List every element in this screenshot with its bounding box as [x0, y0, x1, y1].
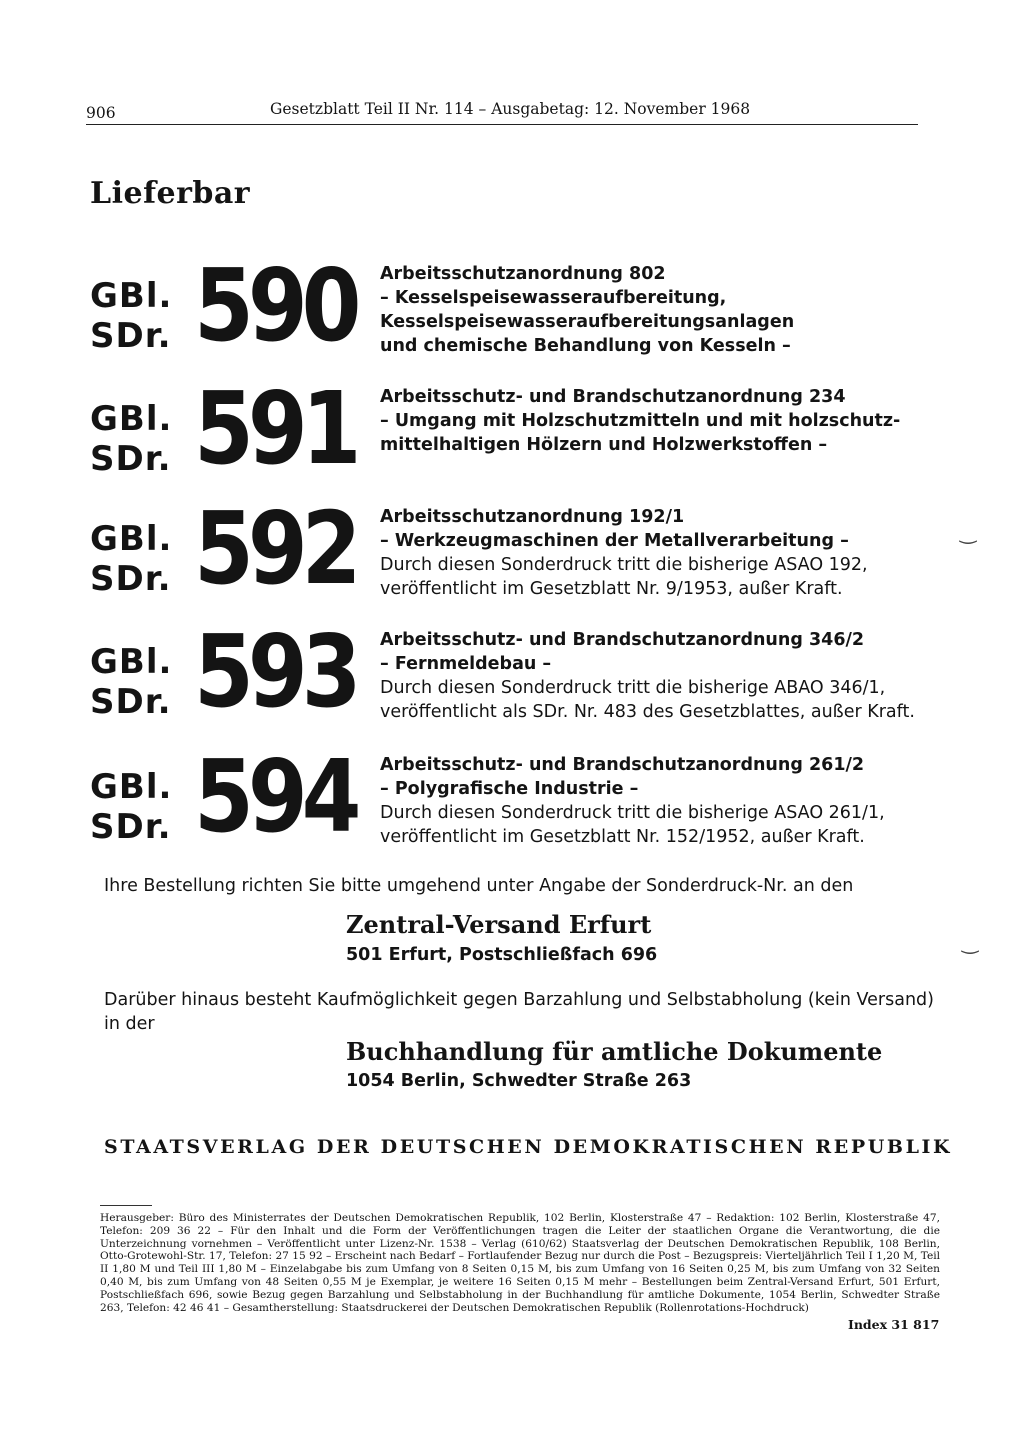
entry-label: [90, 399, 190, 479]
desc-line: – Fernmeldebau –: [380, 654, 552, 674]
desc-line: Arbeitsschutzanordnung 192/1: [380, 507, 685, 527]
desc-line: – Umgang mit Holzschutzmitteln und mit holzschutz-: [380, 411, 901, 431]
desc-note: Durch diesen Sonderdruck tritt die bisherige ASAO 192,: [380, 555, 868, 575]
desc-line: Arbeitsschutz- und Brandschutzanordnung 346/2: [380, 630, 865, 650]
desc-note: veröffentlicht im Gesetzblatt Nr. 152/1952, außer Kraft.: [380, 827, 865, 847]
desc-note: veröffentlicht im Gesetzblatt Nr. 9/1953, außer Kraft.: [380, 579, 843, 599]
zentral-versand-address: 501 Erfurt, Postschließfach 696: [346, 945, 658, 965]
entry-592: [90, 490, 950, 615]
entry-number: 594: [194, 738, 356, 855]
label-gbl: GBl.: [90, 642, 173, 682]
label-sdr: SDr.: [90, 316, 172, 356]
desc-note: Durch diesen Sonderdruck tritt die bisherige ABAO 346/1,: [380, 678, 886, 698]
label-gbl: GBl.: [90, 276, 173, 316]
label-gbl: GBl.: [90, 519, 173, 559]
desc-line: Arbeitsschutz- und Brandschutzanordnung 261/2: [380, 755, 865, 775]
bookshop-name: Buchhandlung für amtliche Dokumente: [346, 1037, 883, 1066]
entry-591: [90, 370, 950, 495]
desc-note: Durch diesen Sonderdruck tritt die bisherige ASAO 261/1,: [380, 803, 885, 823]
page-heading: Lieferbar: [90, 176, 251, 211]
desc-line: Arbeitsschutz- und Brandschutzanordnung 234: [380, 387, 846, 407]
entry-593: [90, 613, 950, 738]
purchase-info: Darüber hinaus besteht Kaufmöglichkeit gegen Barzahlung und Selbstabholung (kein Versand) in der: [104, 990, 934, 1034]
entry-number: 592: [194, 490, 356, 607]
label-sdr: SDr.: [90, 559, 172, 599]
index-number: Index 31 817: [848, 1317, 940, 1332]
entry-description: [380, 385, 940, 457]
publisher-name: STAATSVERLAG DER DEUTSCHEN DEMOKRATISCHEN REPUBLIK: [104, 1136, 953, 1158]
bookshop-address: 1054 Berlin, Schwedter Straße 263: [346, 1071, 692, 1091]
header-title: Gesetzblatt Teil II Nr. 114 – Ausgabetag: 12. November 1968: [270, 100, 751, 118]
label-sdr: SDr.: [90, 807, 172, 847]
desc-line: Kesselspeisewasseraufbereitungsanlagen: [380, 312, 795, 332]
entry-number: 590: [194, 247, 356, 364]
entry-description: [380, 628, 940, 724]
entry-label: [90, 276, 190, 356]
desc-line: mittelhaltigen Hölzern und Holzwerkstoffen –: [380, 435, 828, 455]
entry-label: [90, 519, 190, 599]
desc-line: und chemische Behandlung von Kesseln –: [380, 336, 791, 356]
scan-mark-icon: ‿: [960, 520, 977, 544]
page-header: [86, 100, 918, 125]
imprint-text: Herausgeber: Büro des Ministerrates der Deutschen Demokratischen Republik, 102 Berlin, Klosterstraße 47 – Redaktion: 102 Berlin, Klosterstraße 47, Telefon: 209 36 22 – Für den Inhalt und die Form der Veröffentlichungen tragen die Leiter der staatlichen Organe die Verantwortung, die die Unterzeichnung vornehmen – Veröffentlicht unter Lizenz-Nr. 1538 – Verlag (610/62) Staatsverlag der Deutschen Demokratischen Republik, 108 Berlin, Otto-Grotewohl-Str. 17, Telefon: 27 15 92 – Erscheint nach Bedarf – Fortlaufender Bezug nur durch die Post – Bezugspreis: Vierteljährlich Teil I 1,20 M, Teil II 1,80 M und Teil III 1,80 M – Einzelabgabe bis zum Umfang von 8 Seiten 0,15 M, bis zum Umfang von 16 Seiten 0,25 M, bis zum Umfang von 32 Seiten 0,40 M, bis zum Umfang von 48 Seiten 0,55 M je Exemplar, je weitere 16 Seiten 0,15 M mehr – Bestellungen beim Zentral-Versand Erfurt, 501 Erfurt, Postschließfach 696, sowie Bezug gegen Barzahlung und Selbstabholung in der Buchhandlung für amtliche Dokumente, 1054 Berlin, Schwedter Straße 263, Telefon: 42 46 41 – Gesamtherstellung: Staatsdruckerei der Deutschen Demokratischen Republik (Rollenrotations-Hochdruck): [100, 1212, 940, 1314]
entry-label: [90, 767, 190, 847]
desc-note: veröffentlicht als SDr. Nr. 483 des Gesetzblattes, außer Kraft.: [380, 702, 915, 722]
page-number: 906: [86, 104, 116, 122]
entry-description: [380, 505, 940, 601]
desc-line: Arbeitsschutzanordnung 802: [380, 264, 666, 284]
entry-590: [90, 247, 950, 372]
entry-label: [90, 642, 190, 722]
label-sdr: SDr.: [90, 682, 172, 722]
scan-mark-icon: ‿: [962, 930, 979, 954]
zentral-versand-name: Zentral-Versand Erfurt: [346, 910, 652, 939]
entry-number: 591: [194, 370, 356, 487]
label-gbl: GBl.: [90, 767, 173, 807]
label-gbl: GBl.: [90, 399, 173, 439]
desc-line: – Werkzeugmaschinen der Metallverarbeitung –: [380, 531, 849, 551]
entry-description: [380, 753, 940, 849]
desc-line: – Polygrafische Industrie –: [380, 779, 639, 799]
desc-line: – Kesselspeisewasseraufbereitung,: [380, 288, 727, 308]
imprint-divider: [100, 1205, 152, 1206]
entry-594: [90, 738, 950, 863]
entry-number: 593: [194, 613, 356, 730]
entry-description: [380, 262, 940, 358]
order-instructions: Ihre Bestellung richten Sie bitte umgehend unter Angabe der Sonderdruck-Nr. an den: [104, 876, 854, 896]
label-sdr: SDr.: [90, 439, 172, 479]
